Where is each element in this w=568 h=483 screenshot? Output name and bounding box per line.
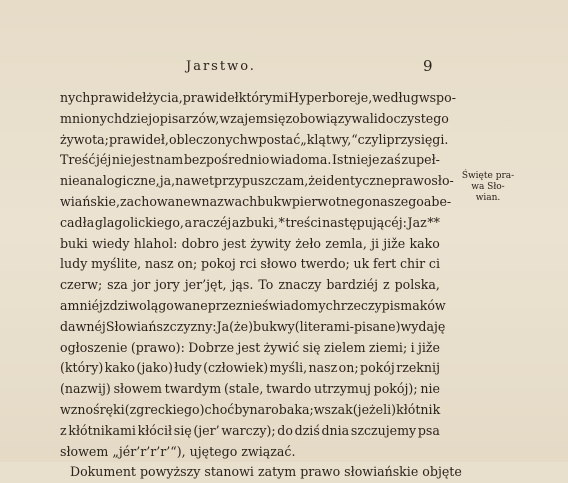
word: powyższy (140, 464, 201, 480)
word: on; (177, 256, 198, 272)
word: sło- (431, 173, 454, 189)
word: polska, (394, 277, 440, 293)
word: bukw (257, 193, 292, 209)
word: (człowiek) (203, 360, 269, 376)
word: i (410, 339, 415, 355)
word: jest (132, 152, 156, 168)
word: * (278, 214, 285, 230)
word: (prawo): (130, 339, 185, 355)
word: azbuki, (231, 214, 278, 230)
word: chir (399, 256, 426, 272)
word: wiańskie, (60, 193, 121, 209)
word: pierwotnego (291, 193, 373, 209)
word: kako (104, 360, 136, 376)
word: zdziwolągowane (102, 297, 208, 313)
word: wydaję (400, 318, 446, 334)
word: hlahol: (133, 235, 178, 251)
word: nych (60, 90, 91, 105)
word: (jeżeli) (352, 401, 397, 417)
word: wiedy (92, 235, 130, 251)
word: pokoj (201, 256, 236, 272)
word: wiadoma. (269, 152, 332, 168)
word: dziś (294, 422, 320, 438)
word: Hyperboreje, (288, 90, 373, 105)
word: naszego (372, 193, 424, 209)
text-line (60, 254, 440, 275)
word: identyczne (322, 173, 392, 189)
word: nie (111, 152, 132, 168)
word: dawnéj (60, 318, 106, 334)
word: zobowiązywali (285, 110, 378, 126)
word: do (277, 422, 293, 438)
text-line (60, 317, 446, 338)
word: według (372, 90, 419, 105)
word: zemla, (325, 235, 367, 251)
word: Ja (216, 318, 230, 334)
word: myśli, (269, 360, 308, 376)
word: nam (155, 152, 184, 168)
word: słowem (113, 381, 162, 397)
text-line (60, 109, 449, 130)
word: zachowane (120, 193, 191, 209)
word: mnionych (60, 110, 123, 126)
word: zaś (380, 152, 401, 168)
word: ludy (60, 256, 88, 272)
word: w (247, 131, 259, 147)
word: ja, (159, 173, 176, 189)
word: kłócił (137, 422, 173, 438)
word: życia, (146, 90, 183, 105)
word: że (308, 173, 323, 189)
word: Dobrze (188, 339, 235, 355)
word: bardziéj (326, 277, 379, 293)
text-line (60, 421, 440, 442)
word: jąs. (231, 277, 254, 293)
word: wspo- (418, 90, 456, 105)
word: choćby (204, 401, 250, 417)
word: kako (409, 235, 440, 251)
word: (że) (229, 318, 254, 334)
word: się (267, 110, 286, 126)
word: ujętego (189, 443, 238, 459)
header-title: Jarstwo. (186, 59, 256, 74)
word: raczéj (192, 214, 232, 230)
running-header (0, 59, 568, 79)
text-line (60, 338, 440, 359)
word: następującéj: (322, 214, 407, 230)
word: łudy (174, 360, 202, 376)
word: myślite, (91, 256, 142, 272)
word: jest (237, 339, 261, 355)
text-line (60, 462, 462, 483)
word: pismaków (381, 297, 446, 313)
word: (stale, (223, 381, 264, 397)
word: a (184, 214, 193, 230)
word: jory (155, 277, 180, 293)
word: cadła (60, 214, 95, 230)
word: słowiańskie (344, 464, 419, 480)
word: glagolickiego, (94, 214, 184, 230)
word: (z (124, 401, 137, 417)
word: żeło (295, 235, 322, 251)
word: przez (207, 297, 243, 313)
word: wszak (313, 401, 353, 417)
word: bukwy (253, 318, 295, 334)
word: się (302, 339, 321, 355)
word: prawideł, (108, 131, 169, 147)
word: bezpośrednio (183, 152, 270, 168)
word: twerdo; (300, 256, 350, 272)
word: psa (417, 422, 440, 438)
word: To (258, 277, 274, 293)
word: ji (371, 235, 379, 251)
word: czyli (357, 131, 387, 147)
word: Istnieje (332, 152, 380, 168)
word: się (173, 422, 192, 438)
word: jer’jęt, (184, 277, 227, 293)
word: sza (107, 277, 128, 293)
word: rci (239, 256, 257, 272)
word: prawo (300, 464, 341, 480)
word: żywić (263, 339, 300, 355)
word: (jer’ (193, 422, 220, 438)
body-text (60, 88, 462, 483)
word: twardym (164, 381, 222, 397)
margin-note-line: Święte pra- (461, 171, 515, 181)
word: czystego (393, 110, 449, 126)
word: obleczonych (168, 131, 248, 147)
word: zielem (323, 339, 366, 355)
word: ziemi; (368, 339, 408, 355)
word: (nazwij) (60, 381, 111, 397)
text-line (60, 171, 454, 192)
word: przypuszczam, (214, 173, 309, 189)
word: zatym (257, 464, 297, 480)
word: jiže (417, 339, 440, 355)
text-line (60, 213, 440, 234)
word: wzajem (219, 110, 268, 126)
word: nasz (308, 360, 338, 376)
text-line (60, 296, 446, 317)
word: Treść (60, 152, 96, 168)
word: postać (258, 131, 301, 147)
word: prawideł (182, 90, 239, 105)
text-line (60, 234, 440, 255)
page-number: 9 (423, 57, 433, 75)
margin-note-line: wian. (475, 193, 501, 203)
word: którymi (238, 90, 289, 105)
word: ręki (99, 401, 125, 417)
word: żywity (250, 235, 292, 251)
word: Jaz (407, 214, 427, 230)
word: twardo (266, 381, 312, 397)
word: „jér’r’r’r’“), (112, 443, 186, 459)
word: Słowiańszczyzny: (105, 318, 217, 334)
word: (jako) (136, 360, 173, 376)
word: prawo (391, 173, 432, 189)
text-line (60, 442, 440, 463)
word: żywota; (60, 131, 109, 147)
word: do (377, 110, 394, 126)
text-line (60, 130, 449, 151)
word: nazwach (201, 193, 258, 209)
word: kłótnik (396, 401, 441, 417)
word: na (249, 401, 266, 417)
word: (który) (60, 360, 104, 376)
word: stanowi (204, 464, 254, 480)
word: analogiczne, (79, 173, 160, 189)
word: ogłoszenie (60, 339, 128, 355)
word: greckiego) (136, 401, 205, 417)
word: jest (223, 235, 247, 251)
word: jiže (383, 235, 406, 251)
text-line (60, 192, 452, 213)
word: w (190, 193, 202, 209)
text-line (60, 379, 440, 400)
word: szczujemy (350, 422, 417, 438)
word: nawet (175, 173, 215, 189)
word: słowem (60, 443, 109, 459)
word: fert (373, 256, 397, 272)
word: przysięgi. (386, 131, 449, 147)
margin-note (448, 171, 528, 204)
word: a (60, 297, 68, 313)
word: znaczy (278, 277, 322, 293)
word: dobro (181, 235, 219, 251)
word: (literami-pisane) (294, 318, 401, 334)
word: wznoś (60, 401, 100, 417)
word: jor (132, 277, 151, 293)
word: słowo (260, 256, 297, 272)
word: pokój (360, 360, 395, 376)
word: nieświadomych (242, 297, 341, 313)
word: ** (427, 214, 440, 230)
text-line (60, 88, 456, 109)
word: uk (353, 256, 370, 272)
margin-note-line: wa Sło- (471, 182, 505, 192)
word: abe- (423, 193, 452, 209)
word: jéj (96, 152, 112, 168)
text-line (60, 400, 440, 421)
word: kłótnikami (68, 422, 136, 438)
word: zupeł- (401, 152, 440, 168)
word: mniéj (67, 297, 103, 313)
word: buki (60, 235, 88, 251)
word: robaka; (265, 401, 314, 417)
word: prawideł (90, 90, 147, 105)
word: ci (428, 256, 440, 272)
text-line (60, 150, 440, 171)
word: on; (338, 360, 359, 376)
word: treści (285, 214, 322, 230)
word: dnia (321, 422, 350, 438)
word: nie (420, 381, 440, 397)
word: objęte (422, 464, 462, 480)
word: dziejopisarzów, (122, 110, 220, 126)
word: pokój); (373, 381, 418, 397)
word: z (60, 422, 67, 438)
word: utrzymuj (313, 381, 371, 397)
word: warczy); (221, 422, 276, 438)
word: z (382, 277, 390, 293)
word: nie (60, 173, 80, 189)
word: związać. (241, 443, 296, 459)
text-line (60, 275, 440, 296)
word: „klątwy,“ (300, 131, 358, 147)
word: czerw; (60, 277, 103, 293)
word: nasz (144, 256, 174, 272)
word: rzeczy (340, 297, 382, 313)
text-line (60, 358, 440, 379)
word: rzeknij (396, 360, 440, 376)
word: Dokument (70, 464, 136, 480)
